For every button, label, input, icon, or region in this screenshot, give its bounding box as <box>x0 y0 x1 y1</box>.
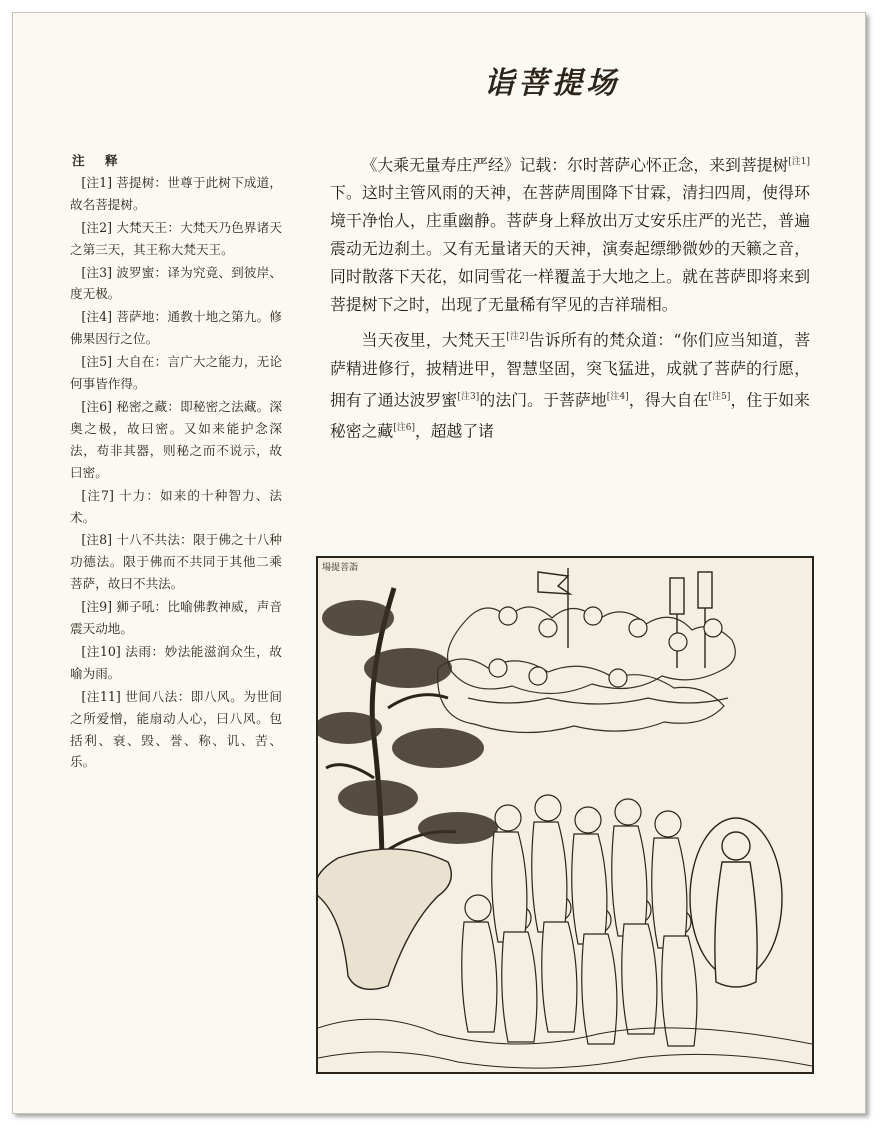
rock <box>318 849 451 989</box>
text-run: ，住于如来秘密之藏 <box>330 389 810 441</box>
illustration-caption: 場提菩詣 <box>322 563 359 573</box>
note-item: [注11] 世间八法：即八风。为世间之所爱憎，能扇动人心，曰八风。包括利、衰、毁、誉、称、讥、苦、乐。 <box>70 688 282 770</box>
text-run: ，超越了诸 <box>414 421 494 441</box>
illustration-art <box>318 558 812 1072</box>
procession <box>462 795 697 1046</box>
page-title: 诣菩提场 <box>484 66 620 101</box>
note-ref-4: [注4] <box>606 391 629 402</box>
notes-column <box>70 150 282 774</box>
cloud-deities <box>489 607 722 687</box>
note-item: [注8] 十八不共法：限于佛之十八种功德法。限于佛而不共同于其他二乘菩萨，故曰不共法。 <box>70 532 282 592</box>
note-item: [注6] 秘密之藏：即秘密之法藏。深奥之极，故曰密。又如来能护念深法，苟非其器，则秘之而不说示，故曰密。 <box>70 398 282 480</box>
main-text <box>330 148 810 449</box>
banners <box>538 568 712 668</box>
note-item: [注1] 菩提树：世尊于此树下成道，故名菩提树。 <box>70 174 282 212</box>
text-run: 下。这时主管风雨的天神，在菩萨周围降下甘霖，清扫四周，使得环境干净怡人，庄重幽静。菩萨身上释放出万丈安乐庄严的光芒，普遍震动无边刹土。又有无量诸天的天神，演奏起缥缈微妙的天籁之音，同时散落下天花，如同雪花一样覆盖于大地之上。就在菩萨即将来到菩提树下之时，出现了无量稀有罕见的吉祥瑞相。 <box>330 183 810 315</box>
text-run: 告诉所有的梵众道：“你们应当知道，菩萨精进修行，披精进甲，智慧坚固，突飞猛进，成就了菩萨的行愿，拥有了通达波罗蜜 <box>330 330 810 409</box>
text-run: 当天夜里，大梵天王 <box>361 330 507 350</box>
text-run: 《大乘无量寿庄严经》记载：尔时菩萨心怀正念，来到菩提树 <box>361 155 789 175</box>
text-run: 的法门。于菩萨地 <box>479 389 607 409</box>
text-run: ，得大自在 <box>628 389 709 409</box>
note-item: [注3] 波罗蜜：译为究竟、到彼岸、度无极。 <box>70 264 282 302</box>
bodhisattva <box>690 818 782 987</box>
cloud-group <box>438 607 736 733</box>
pine-foliage <box>318 600 498 844</box>
note-item: [注10] 法雨：妙法能滋润众生，故喻为雨。 <box>70 643 282 681</box>
paragraph-1 <box>330 148 810 319</box>
note-item: [注2] 大梵天王：大梵天乃色界诸天之第三天，其王称大梵天王。 <box>70 219 282 257</box>
note-ref-3: [注3] <box>457 391 480 402</box>
notes-heading: 注 释 <box>72 153 126 168</box>
note-ref-5: [注5] <box>708 391 731 402</box>
note-item: [注5] 大自在：言广大之能力，无论何事皆作得。 <box>70 354 282 392</box>
note-item: [注7] 十力：如来的十种智力、法术。 <box>70 487 282 525</box>
note-ref-2: [注2] <box>506 332 529 343</box>
note-ref-1: [注1] <box>788 157 810 167</box>
note-ref-6: [注6] <box>393 422 415 433</box>
note-item: [注4] 菩萨地：通教十地之第九。修佛果因行之位。 <box>70 309 282 347</box>
paragraph-2 <box>330 323 810 445</box>
note-item: [注9] 狮子吼：比喻佛教神威，声音震天动地。 <box>70 599 282 637</box>
woodblock-illustration <box>316 556 814 1074</box>
